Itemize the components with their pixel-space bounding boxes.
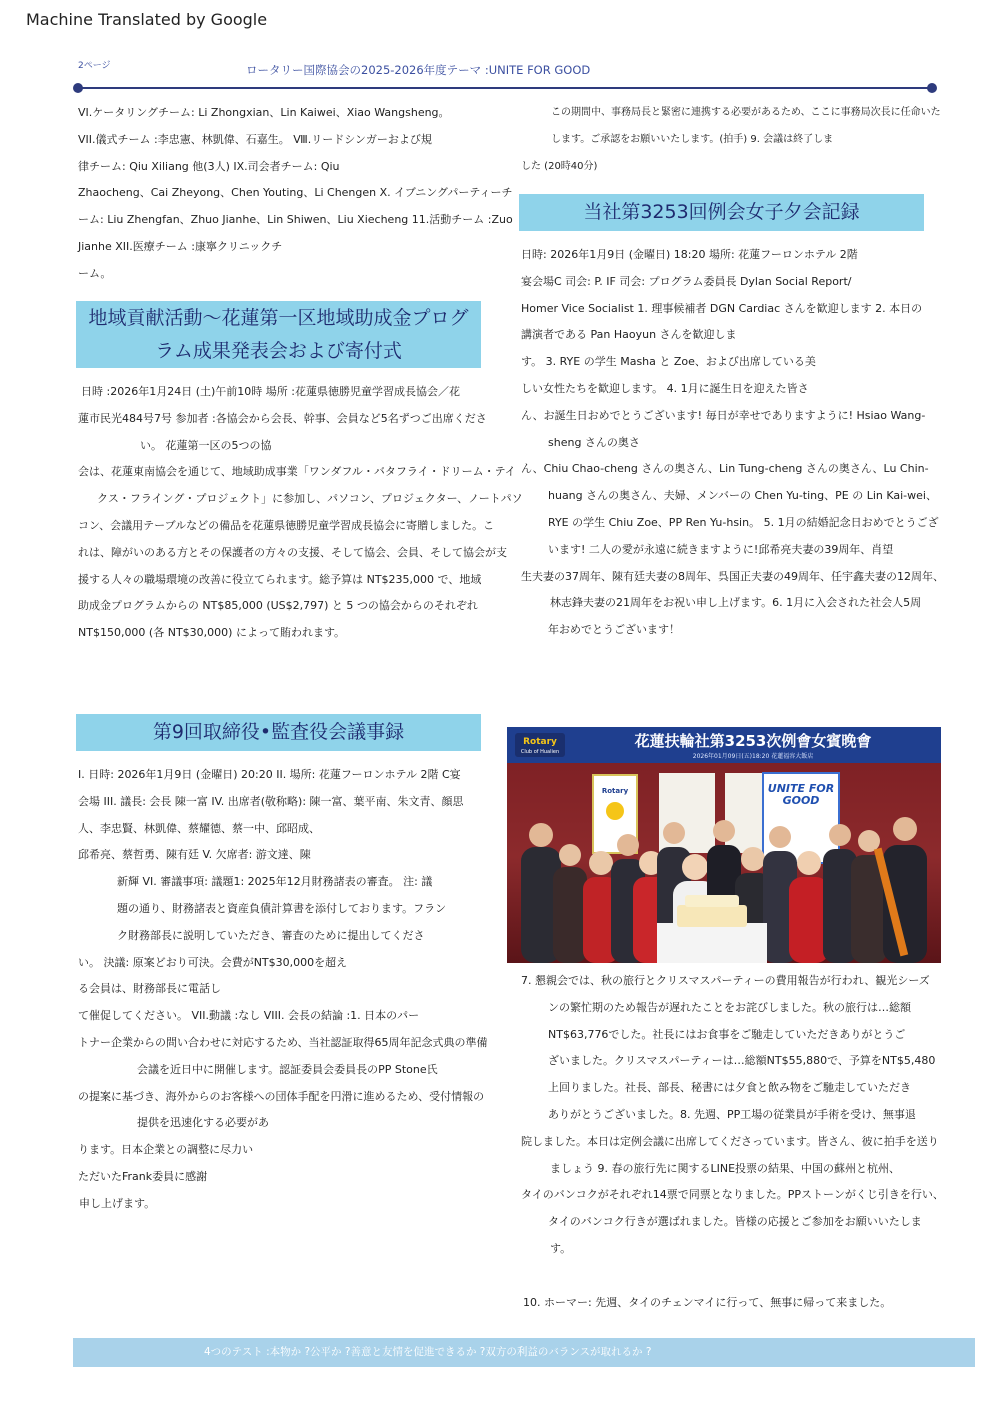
text-line: 会は、花蓮東南協会を通じて、地域助成事業「ワンダフル・バタフライ・ドリーム・テイ [78,465,516,479]
community-text [78,379,523,647]
page-number: 2ページ [78,61,111,71]
text-line: 林志鋒夫妻の21周年をお祝い申し上げます。6. 1月に入会された社会人5周 [550,596,922,610]
machine-translated-label: Machine Translated by Google [26,10,268,29]
photo-logo-sub: Club of Hualien [520,749,560,755]
text-line: huang さんの奥さん、夫婦、メンバーの Chen Yu-ting、PE の Lin Kai-wei、 [548,489,937,503]
text-line: VII.儀式チーム :李忠憲、林凱偉、石嘉生。 Ⅷ.リードシンガーおよび規 [78,132,432,146]
text-line: Homer Vice Socialist 1. 理事候補者 DGN Cardiac さんを歓迎します 2. 本日の [521,301,923,315]
board-text [78,762,488,1218]
text-line: ただいたFrank委員に感謝 [78,1169,208,1183]
photo-logo-text: Rotary [523,737,557,747]
text-line: 人、李忠賢、林凱偉、蔡耀德、蔡一中、邱昭成、 [78,821,320,835]
text-line: NT$63,776でした。社長にはお食事をご馳走していただきありがとうご [548,1027,906,1041]
text-line: しい女性たちを歓迎します。 4. 1月に誕生日を迎えた皆さ [521,381,809,395]
text-line: この期間中、事務局長と緊密に連携する必要があるため、ここに事務局次長に任命いた [551,107,941,118]
text-line: る会員は、財務部長に電話し [78,982,221,996]
text-line: て催促してください。 VII.動議 :なし VIII. 会長の結論 :1. 日本のパー [78,1009,420,1023]
text-line: 10. ホーマー: 先週、タイのチェンマイに行って、無事に帰って来ました。 [523,1296,892,1309]
text-line: ん、お誕生日おめでとうございます! 毎日が幸せでありますように! Hsiao Wang- [521,408,926,422]
event-photo-graphic [507,727,941,963]
four-way-test-footer: 4つのテスト :本物か ?公平か ?善意と友情を促進できるか ?双方の利益のバランスが取れるか ? [73,1338,975,1367]
unite-for-good-text: UNITE FOR GOOD [767,783,835,807]
text-line: 日時: 2026年1月9日 (金曜日) 18:20 場所: 花蓮フーロンホテル 2階 [521,248,858,261]
heading-line: ラム成果発表会および寄付式 [155,339,402,362]
text-line: 講演者である Pan Haoyun さんを歓迎しま [521,328,737,342]
text-line: 宴会場C 司会: P. IF 司会: プログラム委員長 Dylan Social Report/ [521,274,852,288]
text-line: す。 3. RYE の学生 Masha と Zoe、および出席している美 [521,355,816,369]
text-line: い。 決議: 原案どおり可決。会費がNT$30,000を超え [78,955,348,969]
text-line: れは、障がいのある方とその保護者の方々の支援、そして協会、会員、そして協会が支 [78,545,507,559]
cake-tower [677,905,747,927]
text-line: ーム: Liu Zhengfan、Zhuo Jianhe、Lin Shiwen、Liu Xiecheng 11.活動チーム :Zuo [78,213,513,227]
cake-tower-top [685,895,739,907]
text-line: 会議を近日中に開催します。認証委員会委員長のPP Stone氏 [137,1062,438,1076]
text-line: タイのバンコクがそれぞれ14票で同票となりました。PPストーンがくじ引きを行い、 [521,1188,944,1202]
meeting-heading [519,194,924,231]
heading-line: 当社第3253回例会女子夕会記録 [583,201,860,223]
text-line: sheng さんの奥さ [548,435,640,449]
text-line: 会場 III. 議長: 会長 陳一富 IV. 出席者(敬称略): 陳一富、葉平南、朱文青、顔思 [78,794,464,808]
text-line: 申し上げます。 [79,1196,156,1210]
rule-dot-right [927,83,937,93]
text-line: 蓮市民光484号7号 参加者 :各協会から会長、幹事、会員など5名ずつご出席くださ [78,411,487,425]
col2-top-text [521,100,941,180]
text-line: 日時 :2026年1月24日 (土)午前10時 場所 :花蓮県徳勝児童学習成長協会／花 [81,385,460,398]
text-line: ります。日本企業との調整に尽力い [78,1143,254,1157]
text-line: 7. 懇親会では、秋の旅行とクリスマスパーティーの費用報告が行われ、観光シーズ [521,974,930,987]
text-line: Zhaocheng、Cai Zheyong、Chen Youting、Li Chengen X. イブニングパーティーチ [78,186,513,200]
rotary-banner-text: Rotary [601,787,629,795]
text-line: VI.ケータリングチーム: Li Zhongxian、Lin Kaiwei、Xiao Wangsheng。 [78,106,450,119]
text-line: 年おめでとうございます！ [548,623,680,637]
text-line: 提供を迅速化する必要があ [137,1116,269,1130]
board-heading [76,714,481,751]
text-line: 生夫妻の37周年、陳有廷夫妻の8周年、呉国正夫妻の49周年、任宇鑫夫妻の12周年、 [521,569,944,583]
text-line: います! 二人の愛が永遠に続きますように!邱希亮夫妻の39周年、肖望 [548,542,894,556]
header-rule [78,87,932,89]
text-line: トナー企業からの問い合わせに対応するため、当社認証取得65周年記念式典の準備 [78,1035,488,1049]
text-line: 上回りました。社長、部長、秘書には夕食と飲み物をご馳走していただき [548,1081,911,1095]
heading-line: 地域貢献活動～花蓮第一区地域助成金プログ [88,306,469,329]
community-heading [76,301,481,368]
theme-line: ロータリー国際協会の2025-2026年度テーマ :UNITE FOR GOOD [246,63,591,77]
text-line: す。 [550,1241,572,1255]
text-line: I. 日時: 2026年1月9日 (金曜日) 20:20 II. 場所: 花蓮フーロンホテル 2階 C宴 [78,768,461,781]
rule-dot-left [73,83,83,93]
meeting-text [521,242,944,644]
rotary-wheel-icon [606,802,624,820]
text-line: ん、Chiu Chao-cheng さんの奥さん、Lin Tung-cheng さんの奥さん、Lu Chin- [521,462,929,476]
event-photo [507,727,941,963]
text-line: クス・フライング・プロジェクト」に参加し、パソコン、プロジェクター、ノートパソ [97,492,523,506]
text-line: Jianhe XII.医療チーム :康寧クリニックチ [78,239,283,253]
text-line: 助成金プログラムからの NT$85,000 (US$2,797) と 5 つの協会からのそれぞれ [78,599,478,613]
text-line: ク財務部長に説明していただき、審査のために提出してくださ [117,928,425,942]
col1-top-text [78,100,513,288]
photo-banner-title: 花蓮扶輪社第3253次例會女賓晚會 [634,732,872,750]
text-line: します。ご承認をお願いいたします。(拍手) 9. 会議は終了しま [551,133,834,145]
text-line: い。 花蓮第一区の5つの協 [140,438,272,452]
text-line: 新輝 VI. 審議事項: 議題1: 2025年12月財務諸表の審査。 注: 議 [117,875,433,889]
photo-banner-sub: 2026年01月09日(五)18:20 花蓮福容大飯店 [692,753,814,760]
item-10-text [523,1290,891,1317]
text-line: 邱希亮、蔡哲勇、陳有廷 V. 欠席者: 游文達、陳 [78,848,311,862]
text-line: タイのバンコク行きが選ばれました。皆様の応援とご参加をお願いいたしま [548,1215,922,1229]
text-line: RYE の学生 Chiu Zoe、PP Ren Yu-hsin。 5. 1月の結婚記念日おめでとうござ [548,515,939,529]
col2-bottom-text [521,968,944,1263]
text-line: ありがとうございました。8. 先週、PP工場の従業員が手術を受け、無事退 [548,1107,916,1121]
text-line: ンの繁忙期のため報告が遅れたことをお詫びしました。秋の旅行は…総額 [548,1000,911,1014]
text-line: 援する人々の職場環境の改善に役立てられます。総予算は NT$235,000 で、地域 [78,572,482,586]
text-line: ましょう 9. 春の旅行先に関するLINE投票の結果、中国の蘇州と杭州、 [550,1161,901,1175]
text-line: した (20時40分) [521,160,598,172]
text-line: の提案に基づき、海外からのお客様への団体手配を円滑に進めるため、受付情報の [78,1089,485,1103]
text-line: 院しました。本日は定例会議に出席してくださっています。皆さん、彼に拍手を送り [521,1134,939,1148]
text-line: 題の通り、財務諸表と資産負債計算書を添付しております。フラン [117,901,447,915]
text-line: コン、会議用テーブルなどの備品を花蓮県徳勝児童学習成長協会に寄贈しました。こ [78,518,495,532]
text-line: ーム。 [78,266,112,280]
heading-line: 第9回取締役•監査役会議事録 [152,721,405,743]
text-line: ざいました。クリスマスパーティーは…総額NT$55,880で、予算をNT$5,480 [548,1054,936,1068]
table [657,923,767,963]
text-line: NT$150,000 (各 NT$30,000) によって賄われます。 [78,626,346,640]
text-line: 律チーム: Qiu Xiliang 他(3人) IX.司会者チーム: Qiu [78,159,340,173]
